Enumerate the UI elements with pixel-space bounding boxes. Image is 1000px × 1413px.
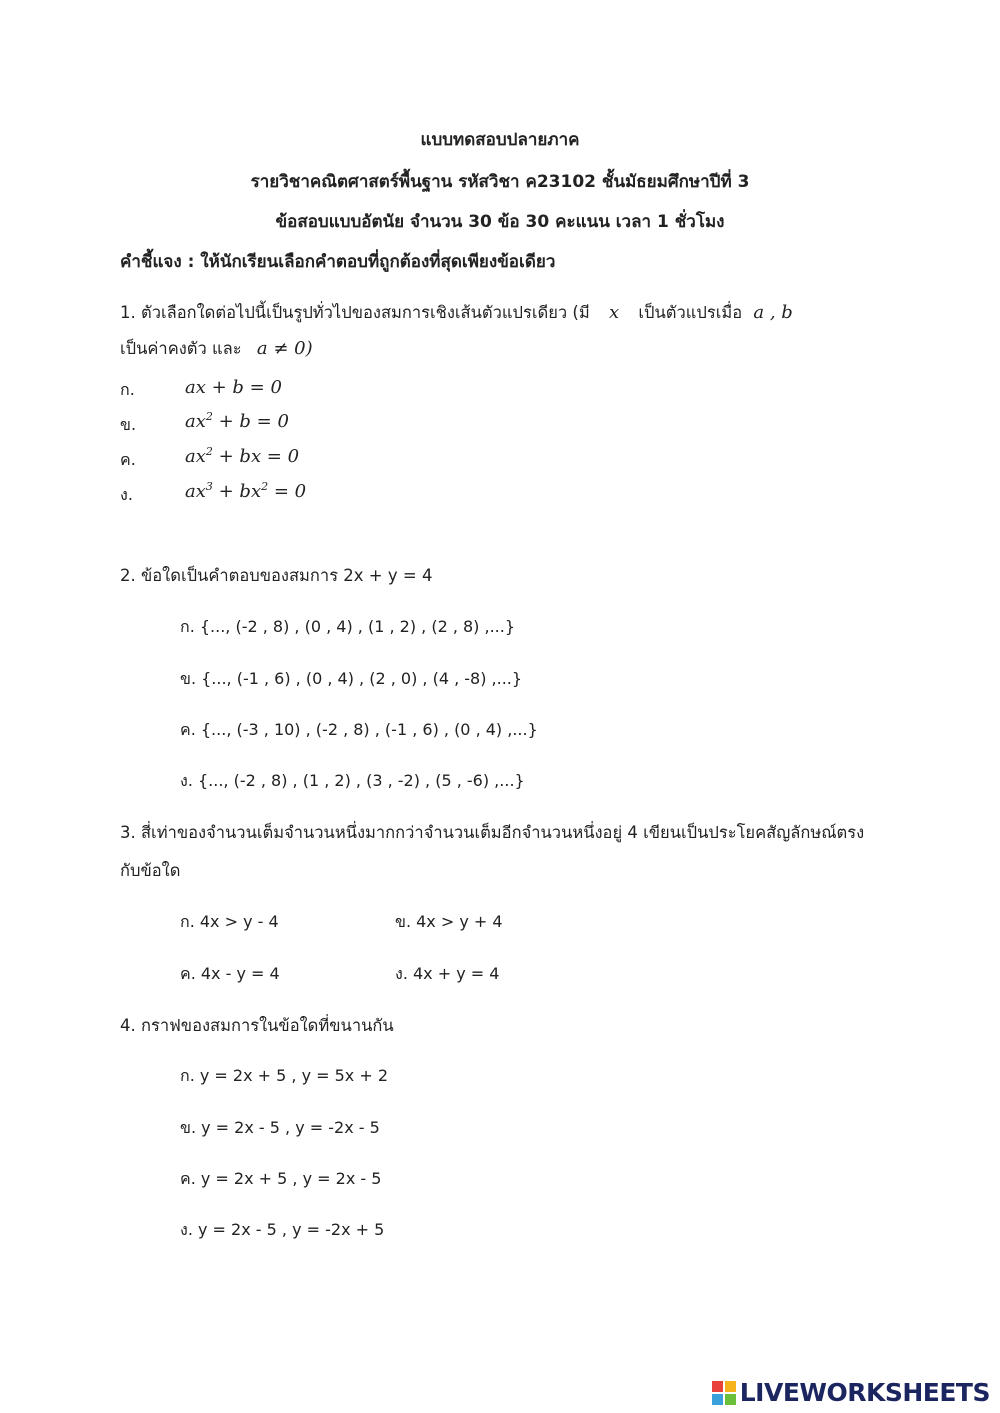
expr-part: + b = 0 (212, 411, 289, 432)
question-3-line-1: 3. สี่เท่าของจำนวนเต็มจำนวนหนึ่งมากกว่าจำนวนเต็มอีกจำนวนหนึ่งอยู่ 4 เขียนเป็นประโยคสัญลักษณ์ตรง (120, 823, 865, 842)
question-1-text-c: เป็นค่าคงตัว และ (120, 339, 242, 358)
expr-part: ax (185, 411, 206, 432)
condition: a ≠ 0) (256, 338, 313, 359)
q4-option-a[interactable]: ก. y = 2x + 5 , y = 5x + 2 (180, 1066, 389, 1085)
q1-option-label[interactable]: ก. (120, 380, 135, 399)
exponent: 2 (261, 480, 269, 493)
expr-part: + bx (212, 481, 262, 502)
q3-option-d[interactable]: ง. 4x + y = 4 (395, 964, 500, 983)
q3-option-c[interactable]: ค. 4x - y = 4 (180, 964, 280, 983)
variable-x: x (608, 302, 620, 323)
exponent: 2 (205, 410, 213, 423)
q4-option-c[interactable]: ค. y = 2x + 5 , y = 2x - 5 (180, 1169, 382, 1188)
exam-info-line: ข้อสอบแบบอัตนัย จำนวน 30 ข้อ 30 คะแนน เวลา 1 ชั่วโมง (275, 212, 725, 232)
expr-part: ax (185, 481, 206, 502)
q4-option-d[interactable]: ง. y = 2x - 5 , y = -2x + 5 (180, 1220, 385, 1239)
subject-line: รายวิชาคณิตศาสตร์พื้นฐาน รหัสวิชา ค23102 ชั้นมัธยมศึกษาปีที่ 3 (250, 172, 750, 192)
variable-ab: a , b (753, 302, 793, 323)
q2-option-c[interactable]: ค. {..., (-3 , 10) , (-2 , 8) , (-1 , 6) , (0 , 4) ,...} (180, 720, 538, 739)
q3-option-a[interactable]: ก. 4x > y - 4 (180, 912, 279, 931)
liveworksheets-logo-icon (712, 1381, 736, 1405)
question-2-text: 2. ข้อใดเป็นคำตอบของสมการ 2x + y = 4 (120, 566, 433, 585)
liveworksheets-logo (712, 1378, 990, 1407)
exponent: 2 (205, 445, 213, 458)
q1-option-d-expr (185, 480, 306, 502)
exam-title: แบบทดสอบปลายภาค (420, 130, 580, 150)
q2-option-d[interactable]: ง. {..., (-2 , 8) , (1 , 2) , (3 , -2) , (5 , -6) ,...} (180, 771, 525, 790)
q1-option-b-expr (185, 410, 289, 432)
question-1-line-1 (120, 300, 793, 326)
expr-part: = 0 (268, 481, 307, 502)
q1-option-label[interactable]: ง. (120, 485, 133, 504)
q3-option-b[interactable]: ข. 4x > y + 4 (395, 912, 503, 931)
question-1-text-b: เป็นตัวแปรเมื่อ (638, 303, 743, 322)
question-3-line-2: กับข้อใด (120, 861, 181, 880)
q1-option-label[interactable]: ค. (120, 450, 136, 469)
q2-option-b[interactable]: ข. {..., (-1 , 6) , (0 , 4) , (2 , 0) , (4 , -8) ,...} (180, 669, 523, 688)
expr-part: + bx = 0 (212, 446, 300, 467)
expr-part: ax (185, 446, 206, 467)
question-1-text-a: 1. ตัวเลือกใดต่อไปนี้เป็นรูปทั่วไปของสมการเชิงเส้นตัวแปรเดียว (มี (120, 303, 590, 322)
q1-option-c-expr (185, 445, 299, 467)
q2-option-a[interactable]: ก. {..., (-2 , 8) , (0 , 4) , (1 , 2) , (2 , 8) ,...} (180, 617, 516, 636)
exponent: 3 (205, 480, 213, 493)
liveworksheets-logo-text: LIVEWORKSHEETS (739, 1378, 990, 1407)
question-4-text: 4. กราฟของสมการในข้อใดที่ขนานกัน (120, 1016, 394, 1035)
q1-option-label[interactable]: ข. (120, 415, 137, 434)
q4-option-b[interactable]: ข. y = 2x - 5 , y = -2x - 5 (180, 1118, 380, 1137)
question-1-line-2 (120, 336, 313, 362)
q1-option-a-expr: ax + b = 0 (185, 377, 282, 398)
instructions: คำชี้แจง : ให้นักเรียนเลือกคำตอบที่ถูกต้องที่สุดเพียงข้อเดียว (120, 252, 556, 272)
